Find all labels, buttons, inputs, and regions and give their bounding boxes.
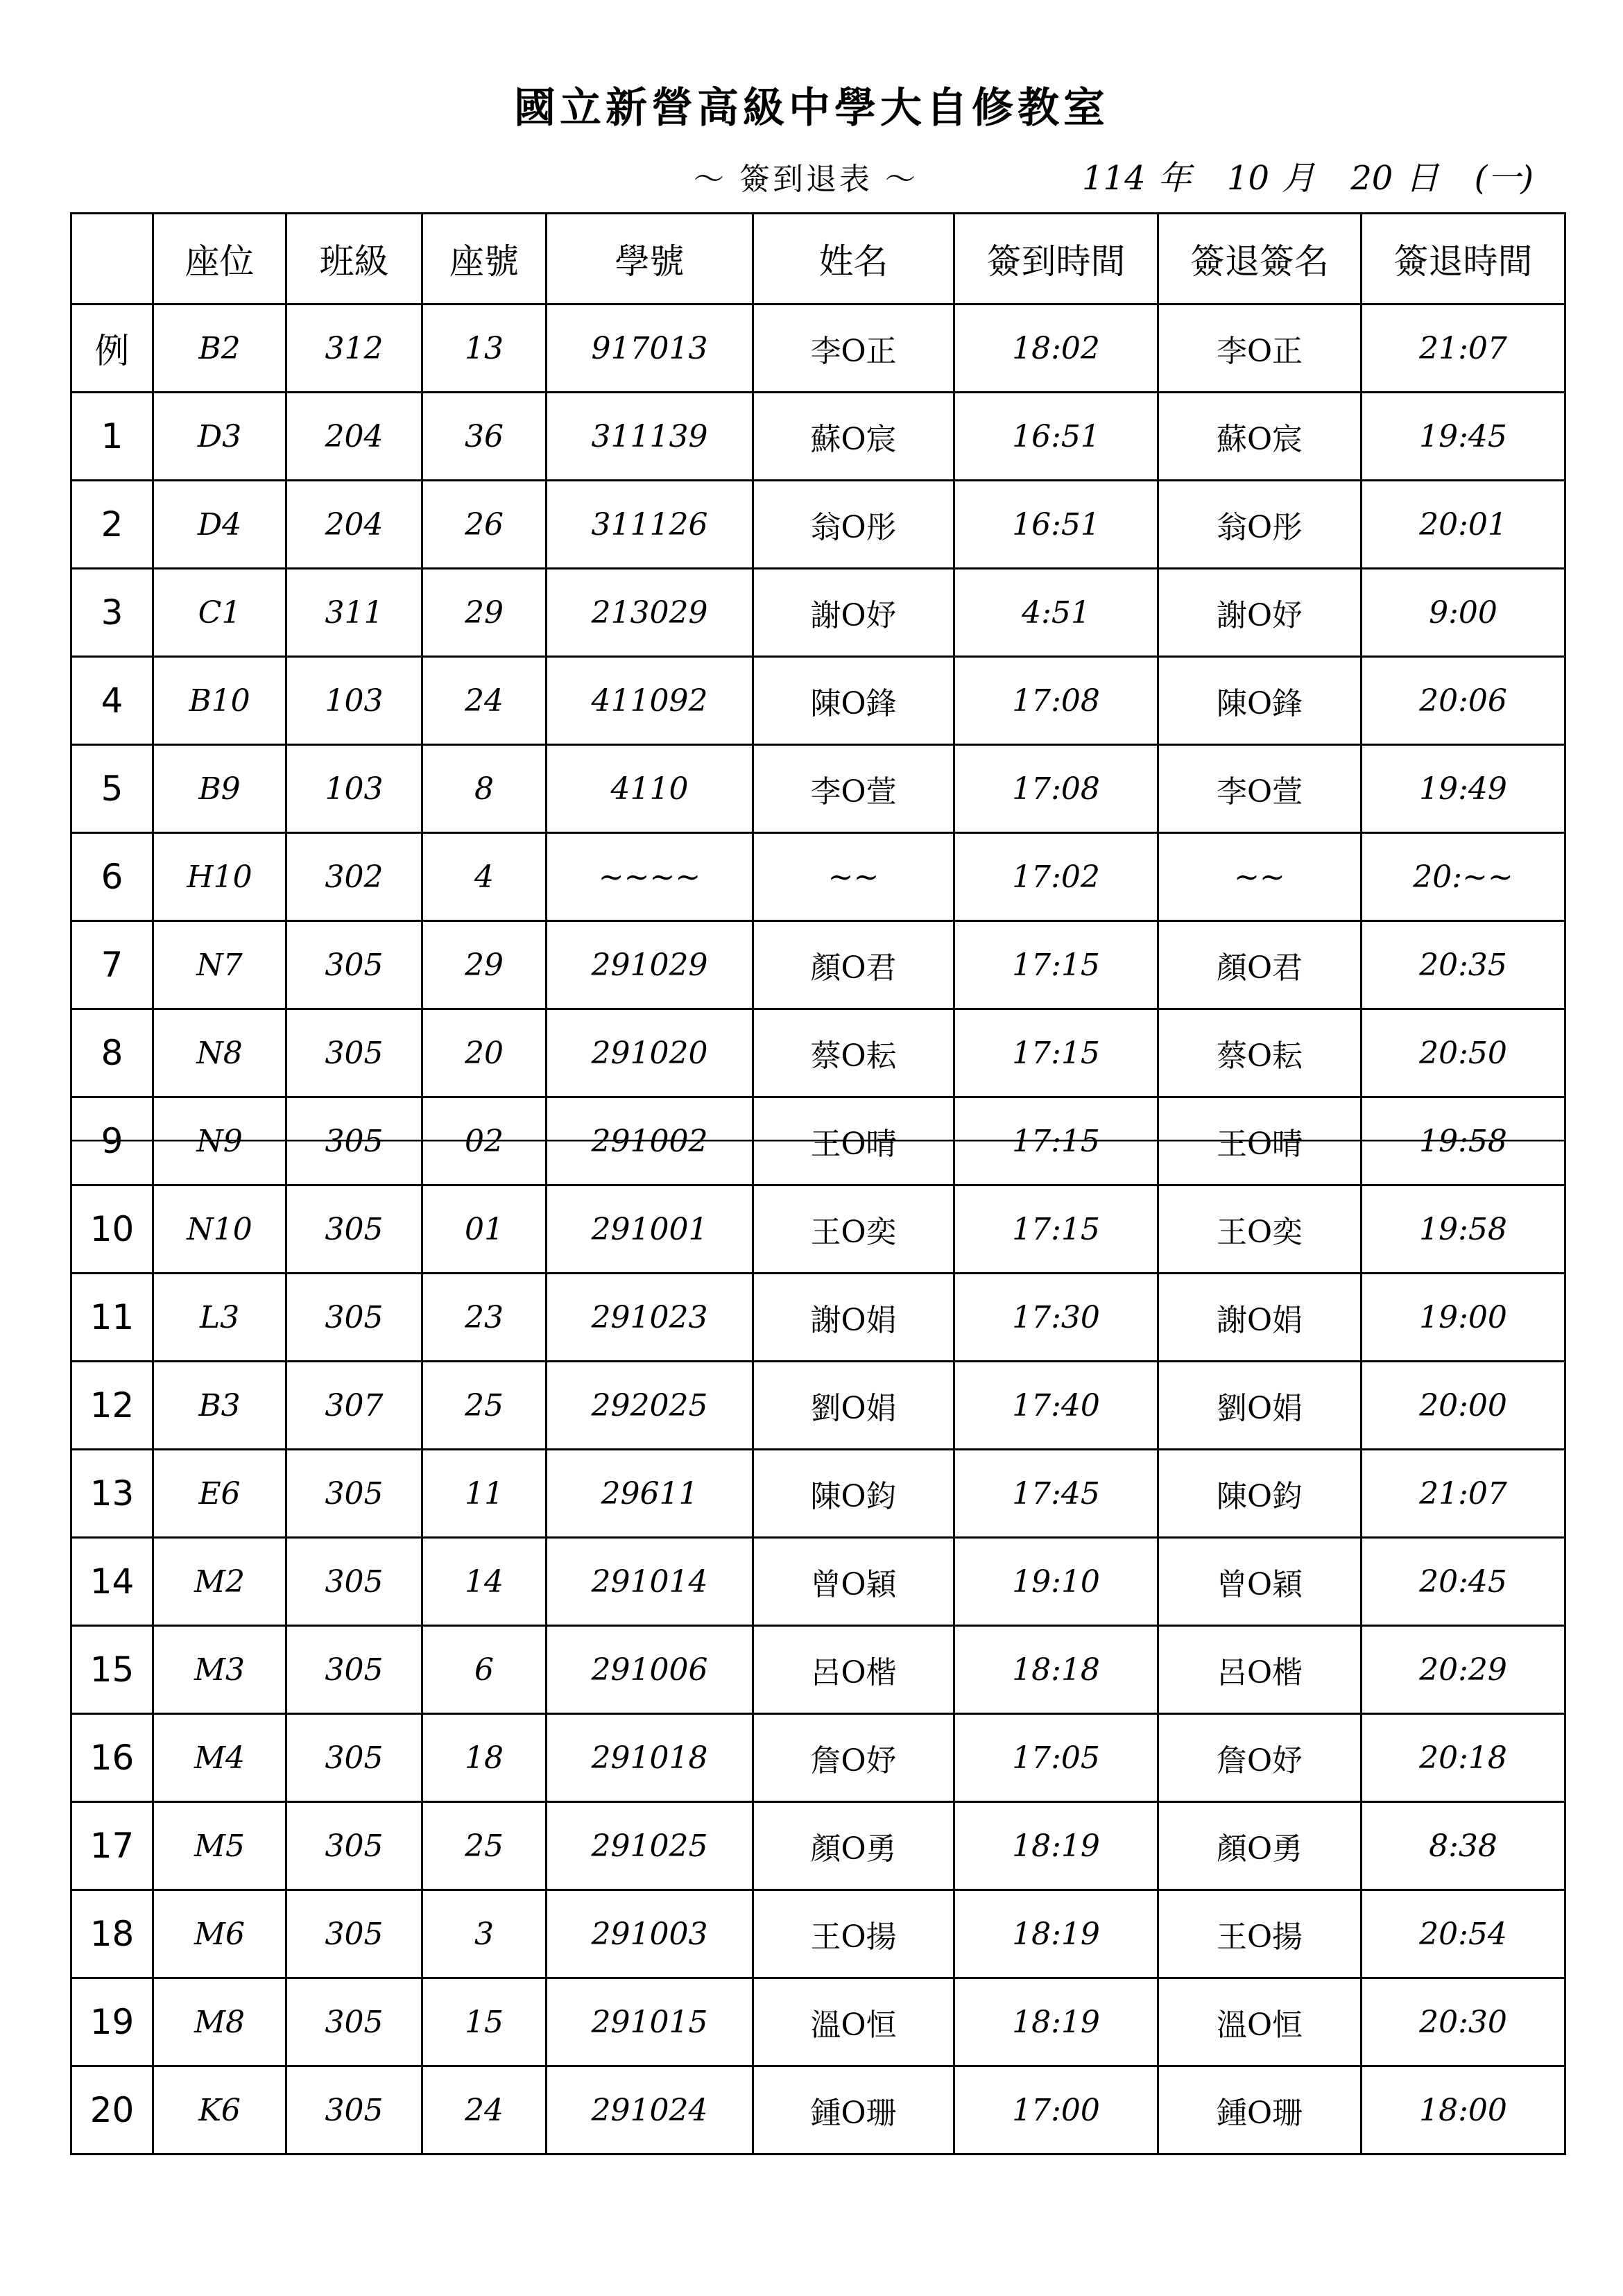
cell-sign-out-signature: 陳O鈞 [1158, 1450, 1362, 1538]
cell-seat: H10 [153, 833, 286, 921]
cell-sign-in-time: 4:51 [954, 569, 1158, 657]
cell-student-id: 311126 [547, 481, 753, 569]
cell-class: 204 [286, 481, 422, 569]
cell-sign-in-time: 18:19 [954, 1978, 1158, 2066]
cell-sign-in-time: 18:18 [954, 1626, 1158, 1714]
cell-sign-out-signature: 詹O妤 [1158, 1714, 1362, 1802]
cell-row-number: 9 [71, 1097, 153, 1185]
cell-sign-out-signature: 李O正 [1158, 305, 1362, 393]
cell-seat: D3 [153, 393, 286, 481]
cell-row-number: 16 [71, 1714, 153, 1802]
cell-seat: B9 [153, 745, 286, 833]
cell-sign-out-time: 19:00 [1362, 1274, 1565, 1362]
cell-sign-in-time: 17:00 [954, 2066, 1158, 2154]
cell-row-number: 10 [71, 1185, 153, 1274]
cell-seat-number: 01 [422, 1185, 547, 1274]
cell-seat-number: 13 [422, 305, 547, 393]
cell-seat: B2 [153, 305, 286, 393]
cell-seat: M5 [153, 1802, 286, 1890]
table-body [71, 305, 1565, 2154]
cell-student-id: 291015 [547, 1978, 753, 2066]
sign-in-table [70, 212, 1566, 2155]
cell-seat-number: 25 [422, 1362, 547, 1450]
header-seat-number: 座號 [422, 214, 547, 305]
cell-sign-out-time: 21:07 [1362, 305, 1565, 393]
cell-class: 204 [286, 393, 422, 481]
cell-seat-number: 3 [422, 1890, 547, 1978]
cell-seat-number: 36 [422, 393, 547, 481]
cell-name: 王O晴 [753, 1097, 954, 1185]
cell-row-number: 18 [71, 1890, 153, 1978]
cell-class: 305 [286, 2066, 422, 2154]
cell-sign-in-time: 17:15 [954, 1009, 1158, 1097]
cell-seat-number: 6 [422, 1626, 547, 1714]
cell-student-id: 291018 [547, 1714, 753, 1802]
year-value: 114 [1082, 159, 1146, 198]
cell-name: 鍾O珊 [753, 2066, 954, 2154]
cell-sign-out-time: 8:38 [1362, 1802, 1565, 1890]
sheet-date [1082, 151, 1546, 199]
cell-seat: M4 [153, 1714, 286, 1802]
cell-class: 305 [286, 1626, 422, 1714]
cell-seat-number: 23 [422, 1274, 547, 1362]
cell-seat: M3 [153, 1626, 286, 1714]
year-unit: 年 [1158, 159, 1192, 198]
cell-sign-out-time: 19:58 [1362, 1185, 1565, 1274]
cell-sign-in-time: 17:02 [954, 833, 1158, 921]
header-sign-out-signature: 簽退簽名 [1158, 214, 1362, 305]
cell-sign-out-time: 19:49 [1362, 745, 1565, 833]
cell-sign-out-signature: 溫O恒 [1158, 1978, 1362, 2066]
cell-sign-out-time: 20:35 [1362, 921, 1565, 1009]
cell-sign-in-time: 17:30 [954, 1274, 1158, 1362]
cell-class: 305 [286, 1538, 422, 1626]
cell-student-id: 291006 [547, 1626, 753, 1714]
cell-student-id: 291020 [547, 1009, 753, 1097]
cell-class: 103 [286, 745, 422, 833]
cell-student-id: 29611 [547, 1450, 753, 1538]
cell-student-id: ~~~~ [547, 833, 753, 921]
cell-row-number: 17 [71, 1802, 153, 1890]
table-row [71, 481, 1565, 569]
table-row [71, 1185, 1565, 1274]
cell-sign-in-time: 18:19 [954, 1890, 1158, 1978]
cell-sign-out-signature: 謝O妤 [1158, 569, 1362, 657]
table-row [71, 745, 1565, 833]
cell-sign-in-time: 17:15 [954, 1185, 1158, 1274]
cell-seat: N8 [153, 1009, 286, 1097]
cell-student-id: 291029 [547, 921, 753, 1009]
cell-student-id: 291002 [547, 1097, 753, 1185]
cell-seat: B3 [153, 1362, 286, 1450]
cell-class: 305 [286, 1450, 422, 1538]
table-row [71, 921, 1565, 1009]
table-header-row [71, 214, 1565, 305]
cell-seat-number: 26 [422, 481, 547, 569]
cell-seat: L3 [153, 1274, 286, 1362]
cell-sign-out-time: 20:18 [1362, 1714, 1565, 1802]
example-row [71, 305, 1565, 393]
cell-sign-out-time: 19:58 [1362, 1097, 1565, 1185]
cell-class: 305 [286, 1009, 422, 1097]
cell-sign-out-signature: 曾O穎 [1158, 1538, 1362, 1626]
date-weekday: (一) [1474, 159, 1534, 198]
cell-class: 103 [286, 657, 422, 745]
cell-sign-in-time: 16:51 [954, 393, 1158, 481]
month-unit: 月 [1281, 159, 1315, 198]
header-row-number [71, 214, 153, 305]
cell-row-number: 5 [71, 745, 153, 833]
cell-sign-out-signature: 劉O娟 [1158, 1362, 1362, 1450]
cell-seat: N9 [153, 1097, 286, 1185]
cell-sign-out-time: 20:45 [1362, 1538, 1565, 1626]
cell-seat: E6 [153, 1450, 286, 1538]
cell-seat-number: 8 [422, 745, 547, 833]
cell-row-number: 20 [71, 2066, 153, 2154]
cell-sign-out-signature: 鍾O珊 [1158, 2066, 1362, 2154]
cell-name: 曾O穎 [753, 1538, 954, 1626]
cell-sign-out-signature: 蘇O宸 [1158, 393, 1362, 481]
cell-name: 王O揚 [753, 1890, 954, 1978]
table-row [71, 1009, 1565, 1097]
cell-sign-in-time: 18:19 [954, 1802, 1158, 1890]
cell-sign-in-time: 17:08 [954, 745, 1158, 833]
cell-student-id: 4110 [547, 745, 753, 833]
cell-sign-out-signature: 謝O娟 [1158, 1274, 1362, 1362]
cell-name: 詹O妤 [753, 1714, 954, 1802]
document-title: 國立新營高級中學大自修教室 [514, 84, 1109, 132]
month-value: 10 [1226, 159, 1269, 198]
cell-row-number: 12 [71, 1362, 153, 1450]
cell-row-number: 11 [71, 1274, 153, 1362]
cell-name: 蔡O耘 [753, 1009, 954, 1097]
date-month [1227, 159, 1328, 198]
table-row [71, 393, 1565, 481]
cell-sign-out-signature: ~~ [1158, 833, 1362, 921]
cell-name: 陳O鈞 [753, 1450, 954, 1538]
cell-name: 顏O勇 [753, 1802, 954, 1890]
cell-sign-out-time: 20:00 [1362, 1362, 1565, 1450]
date-day [1350, 159, 1451, 198]
cell-sign-in-time: 19:10 [954, 1538, 1158, 1626]
cell-seat: D4 [153, 481, 286, 569]
table-row [71, 569, 1565, 657]
cell-seat-number: 24 [422, 2066, 547, 2154]
cell-seat: M8 [153, 1978, 286, 2066]
cell-class: 305 [286, 1185, 422, 1274]
cell-name: 劉O娟 [753, 1362, 954, 1450]
cell-name: 陳O鋒 [753, 657, 954, 745]
cell-class: 305 [286, 1274, 422, 1362]
cell-sign-out-time: 20:06 [1362, 657, 1565, 745]
cell-sign-out-signature: 顏O君 [1158, 921, 1362, 1009]
table-row [71, 1274, 1565, 1362]
table-row [71, 1097, 1565, 1185]
cell-student-id: 291023 [547, 1274, 753, 1362]
cell-name: 謝O妤 [753, 569, 954, 657]
date-year [1082, 159, 1204, 198]
cell-seat: N10 [153, 1185, 286, 1274]
cell-class: 305 [286, 1978, 422, 2066]
cell-sign-out-signature: 王O晴 [1158, 1097, 1362, 1185]
cell-sign-in-time: 17:05 [954, 1714, 1158, 1802]
cell-sign-out-time: 21:07 [1362, 1450, 1565, 1538]
cell-row-number: 6 [71, 833, 153, 921]
cell-name: 謝O娟 [753, 1274, 954, 1362]
table-row [71, 1890, 1565, 1978]
cell-name: 溫O恒 [753, 1978, 954, 2066]
header-sign-in-time: 簽到時間 [954, 214, 1158, 305]
table-row [71, 1802, 1565, 1890]
cell-sign-out-signature: 王O揚 [1158, 1890, 1362, 1978]
cell-name: 王O奕 [753, 1185, 954, 1274]
cell-row-number: 14 [71, 1538, 153, 1626]
cell-seat-number: 4 [422, 833, 547, 921]
cell-class: 305 [286, 1802, 422, 1890]
cell-row-number: 1 [71, 393, 153, 481]
document-subtitle: ～ 簽到退表 ～ [694, 162, 918, 197]
cell-sign-in-time: 16:51 [954, 481, 1158, 569]
cell-sign-in-time: 17:15 [954, 921, 1158, 1009]
cell-student-id: 291024 [547, 2066, 753, 2154]
cell-seat-number: 11 [422, 1450, 547, 1538]
table-row [71, 2066, 1565, 2154]
cell-seat-number: 24 [422, 657, 547, 745]
cell-sign-out-time: 20:54 [1362, 1890, 1565, 1978]
cell-sign-out-time: 20:50 [1362, 1009, 1565, 1097]
cell-name: ~~ [753, 833, 954, 921]
cell-class: 311 [286, 569, 422, 657]
cell-student-id: 291025 [547, 1802, 753, 1890]
cell-seat: B10 [153, 657, 286, 745]
cell-sign-in-time: 17:45 [954, 1450, 1158, 1538]
cell-student-id: 292025 [547, 1362, 753, 1450]
table-row [71, 1362, 1565, 1450]
header-class: 班級 [286, 214, 422, 305]
cell-sign-out-signature: 王O奕 [1158, 1185, 1362, 1274]
cell-name: 顏O君 [753, 921, 954, 1009]
cell-class: 302 [286, 833, 422, 921]
cell-student-id: 291001 [547, 1185, 753, 1274]
cell-seat-number: 14 [422, 1538, 547, 1626]
cell-seat: K6 [153, 2066, 286, 2154]
cell-row-number: 3 [71, 569, 153, 657]
cell-row-number: 13 [71, 1450, 153, 1538]
cell-student-id: 411092 [547, 657, 753, 745]
cell-sign-out-time: 20:01 [1362, 481, 1565, 569]
cell-seat-number: 18 [422, 1714, 547, 1802]
cell-seat-number: 02 [422, 1097, 547, 1185]
header-sign-out-time: 簽退時間 [1362, 214, 1565, 305]
cell-seat-number: 29 [422, 569, 547, 657]
header-student-id: 學號 [547, 214, 753, 305]
cell-sign-out-time: 20:29 [1362, 1626, 1565, 1714]
cell-name: 蘇O宸 [753, 393, 954, 481]
cell-sign-out-time: 18:00 [1362, 2066, 1565, 2154]
cell-sign-in-time: 17:40 [954, 1362, 1158, 1450]
cell-class: 305 [286, 921, 422, 1009]
table-row [71, 657, 1565, 745]
cell-sign-out-time: 19:45 [1362, 393, 1565, 481]
cell-sign-out-signature: 蔡O耘 [1158, 1009, 1362, 1097]
cell-sign-in-time: 17:08 [954, 657, 1158, 745]
cell-row-number: 例 [71, 305, 153, 393]
cell-class: 312 [286, 305, 422, 393]
cell-student-id: 311139 [547, 393, 753, 481]
cell-sign-out-signature: 翁O彤 [1158, 481, 1362, 569]
table-row [71, 1714, 1565, 1802]
cell-class: 305 [286, 1714, 422, 1802]
cell-sign-in-time: 17:15 [954, 1097, 1158, 1185]
table-row [71, 1538, 1565, 1626]
cell-seat: M2 [153, 1538, 286, 1626]
cell-sign-out-signature: 顏O勇 [1158, 1802, 1362, 1890]
cell-name: 呂O楷 [753, 1626, 954, 1714]
cell-class: 305 [286, 1097, 422, 1185]
cell-sign-out-time: 9:00 [1362, 569, 1565, 657]
cell-row-number: 2 [71, 481, 153, 569]
cell-sign-out-signature: 李O萱 [1158, 745, 1362, 833]
cell-sign-out-signature: 陳O鋒 [1158, 657, 1362, 745]
cell-student-id: 291014 [547, 1538, 753, 1626]
table-row [71, 1626, 1565, 1714]
cell-row-number: 4 [71, 657, 153, 745]
table-row [71, 833, 1565, 921]
table-row [71, 1450, 1565, 1538]
day-value: 20 [1350, 159, 1393, 198]
cell-student-id: 917013 [547, 305, 753, 393]
header-seat: 座位 [153, 214, 286, 305]
cell-name: 李O萱 [753, 745, 954, 833]
cell-seat-number: 20 [422, 1009, 547, 1097]
cell-name: 李O正 [753, 305, 954, 393]
header-name: 姓名 [753, 214, 954, 305]
cell-sign-in-time: 18:02 [954, 305, 1158, 393]
cell-seat: C1 [153, 569, 286, 657]
cell-class: 305 [286, 1890, 422, 1978]
cell-seat-number: 29 [422, 921, 547, 1009]
cell-row-number: 19 [71, 1978, 153, 2066]
cell-row-number: 8 [71, 1009, 153, 1097]
cell-student-id: 213029 [547, 569, 753, 657]
cell-sign-out-time: 20:30 [1362, 1978, 1565, 2066]
cell-row-number: 7 [71, 921, 153, 1009]
cell-seat-number: 15 [422, 1978, 547, 2066]
cell-name: 翁O彤 [753, 481, 954, 569]
cell-seat: N7 [153, 921, 286, 1009]
cell-student-id: 291003 [547, 1890, 753, 1978]
cell-sign-out-signature: 呂O楷 [1158, 1626, 1362, 1714]
cell-seat: M6 [153, 1890, 286, 1978]
cell-row-number: 15 [71, 1626, 153, 1714]
cell-seat-number: 25 [422, 1802, 547, 1890]
cell-class: 307 [286, 1362, 422, 1450]
cell-sign-out-time: 20:~~ [1362, 833, 1565, 921]
day-unit: 日 [1405, 159, 1439, 198]
table-row [71, 1978, 1565, 2066]
